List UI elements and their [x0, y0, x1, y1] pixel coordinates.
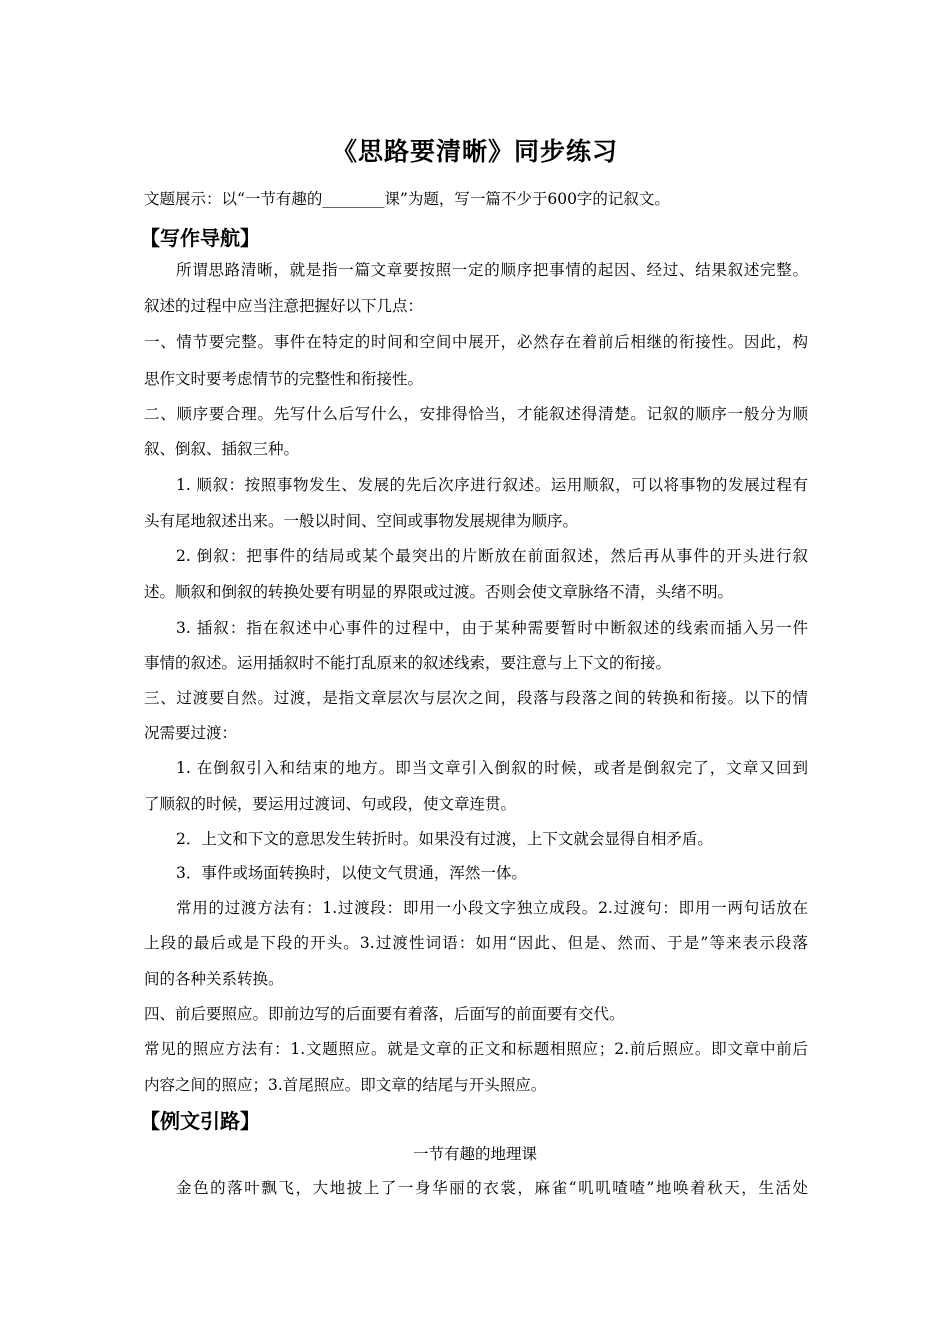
- paragraph-line: 四、前后要照应。即前边写的后面要有着落，后面写的前面要有交代。: [144, 1005, 625, 1023]
- paragraph-line: 常见的照应方法有：1.文题照应。就是文章的正文和标题相照应；2.前后照应。即文章中前后: [144, 1040, 808, 1058]
- essay-paragraph-line: 金色的落叶飘飞，大地披上了一身华丽的衣裳，麻雀“叽叽喳喳”地唤着秋天，生活处: [176, 1179, 808, 1197]
- essay-title: 一节有趣的地理课: [412, 1145, 537, 1163]
- paragraph-line: 况需要过渡：: [144, 724, 238, 742]
- writing-prompt: 文题展示：以“一节有趣的________课”为题，写一篇不少于600字的记叙文。: [144, 190, 670, 208]
- paragraph-line: 思作文时要考虑情节的完整性和衔接性。: [144, 370, 424, 388]
- paragraph-line: 常用的过渡方法有：1.过渡段：即用一小段文字独立成段。2.过渡句：即用一两句话放在: [176, 899, 808, 917]
- paragraph-line: 三、过渡要自然。过渡，是指文章层次与层次之间，段落与段落之间的转换和衔接。以下的情: [144, 689, 808, 707]
- paragraph-line: 上段的最后或是下段的开头。3.过渡性词语：如用“因此、但是、然而、于是”等来表示段落: [144, 934, 808, 952]
- paragraph-line: 头有尾地叙述出来。一般以时间、空间或事物发展规律为顺序。: [144, 512, 579, 530]
- paragraph-line: 3. 插叙：指在叙述中心事件的过程中，由于某种需要暂时中断叙述的线索而插入另一件: [176, 619, 808, 637]
- paragraph-line: 2．上文和下文的意思发生转折时。如果没有过渡，上下文就会显得自相矛盾。: [176, 830, 713, 848]
- document-title: 《思路要清晰》同步练习: [331, 137, 618, 166]
- paragraph-line: 1. 在倒叙引入和结束的地方。即当文章引入倒叙的时候，或者是倒叙完了，文章又回到: [176, 759, 808, 777]
- paragraph-line: 二、顺序要合理。先写什么后写什么，安排得恰当，才能叙述得清楚。记叙的顺序一般分为顺: [144, 405, 808, 423]
- section-heading-example-essay: 【例文引路】: [140, 1109, 260, 1133]
- paragraph-line: 1. 顺叙：按照事物发生、发展的先后次序进行叙述。运用顺叙，可以将事物的发展过程有: [176, 476, 808, 494]
- paragraph-line: 了顺叙的时候，要运用过渡词、句或段，使文章连贯。: [144, 795, 517, 813]
- paragraph-line: 事情的叙述。运用插叙时不能打乱原来的叙述线索，要注意与上下文的衔接。: [144, 654, 672, 672]
- paragraph-line: 间的各种关系转换。: [144, 970, 284, 988]
- paragraph-line: 述。顺叙和倒叙的转换处要有明显的界限或过渡。否则会使文章脉络不清，头绪不明。: [144, 583, 734, 601]
- paragraph-line: 3．事件或场面转换时，以使文气贯通，浑然一体。: [176, 864, 527, 882]
- section-heading-writing-guide: 【写作导航】: [140, 226, 260, 250]
- paragraph-line: 叙述的过程中应当注意把握好以下几点：: [144, 297, 424, 315]
- paragraph-line: 叙、倒叙、插叙三种。: [144, 440, 300, 458]
- paragraph-line: 一、情节要完整。事件在特定的时间和空间中展开，必然存在着前后相继的衔接性。因此，构: [144, 333, 808, 351]
- paragraph-line: 内容之间的照应；3.首尾照应。即文章的结尾与开头照应。: [144, 1076, 547, 1094]
- paragraph-line: 2. 倒叙：把事件的结局或某个最突出的片断放在前面叙述，然后再从事件的开头进行叙: [176, 547, 808, 565]
- paragraph-line: 所谓思路清晰，就是指一篇文章要按照一定的顺序把事情的起因、经过、结果叙述完整。: [176, 261, 808, 279]
